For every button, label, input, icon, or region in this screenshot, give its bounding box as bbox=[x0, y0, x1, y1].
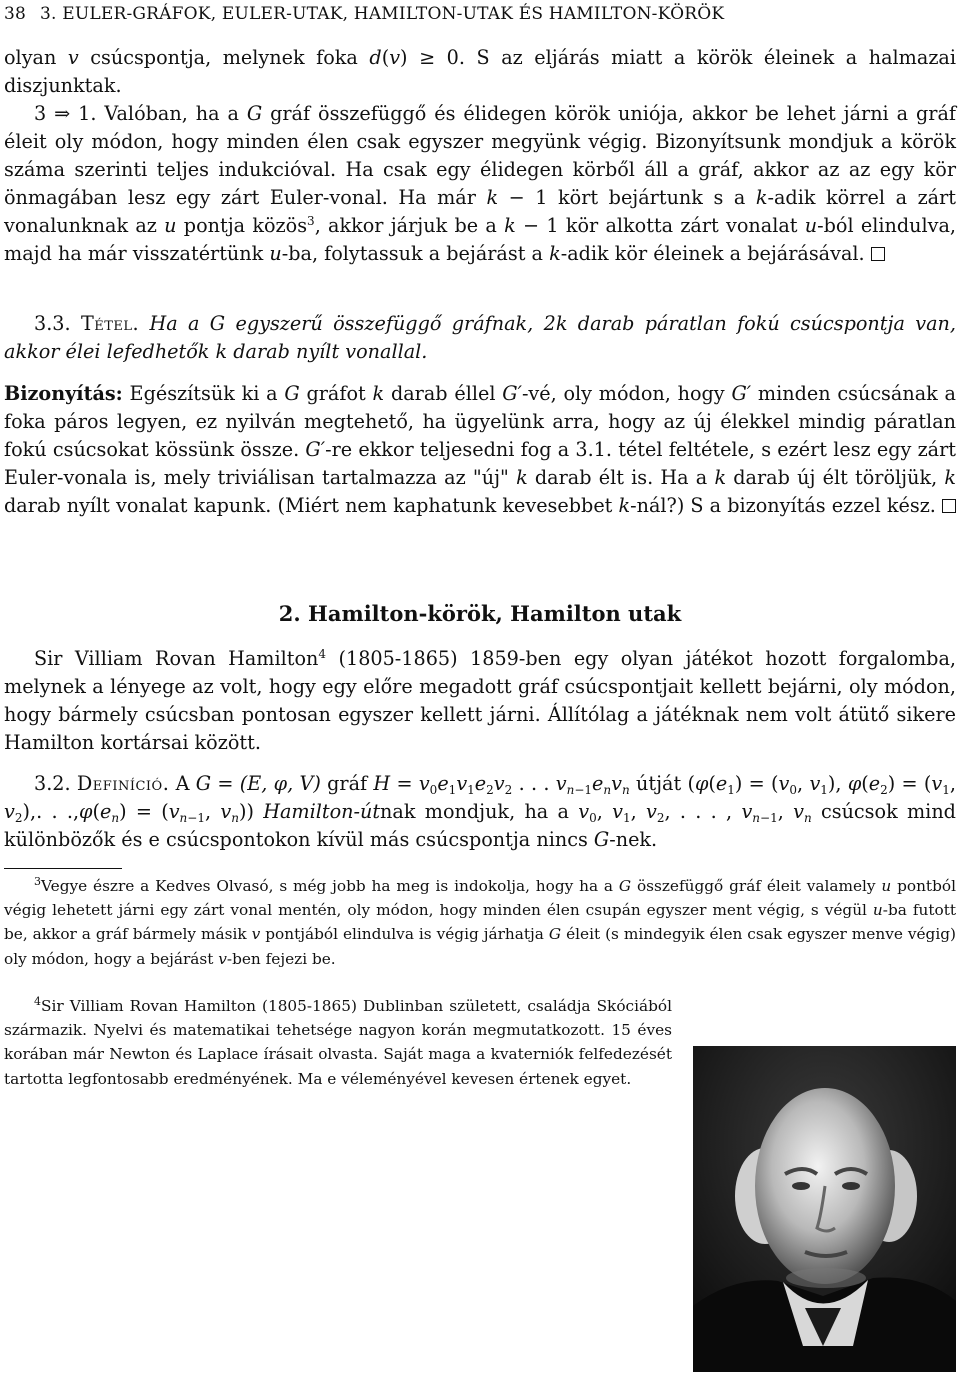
theorem-number: 3.3. bbox=[34, 312, 71, 335]
theorem-statement: Ha a G egyszerű összefüggő gráfnak, 2k darab páratlan fokú csúcspontja van, akkor élei lefedhetők k darab nyílt vonallal. bbox=[4, 312, 956, 363]
footnote-3: $^3$Vegye észre a Kedves Olvasó, s még jobb ha meg is indokolja, hogy ha a G összefüggő gráf éleit valamely u pontból végig lehetett járni egy zárt vonal mentén, oly módon, hogy minden élen csupán egyszer ment végig, s végül u-ba futott be, akkor a gráf bármely másik v pontjából elindulva is végig járhatja G éleit (s mindegyik élen csak egyszer menve végig) oly módon, hogy a bejárást v-ben fejezi be. bbox=[4, 875, 957, 968]
qed-box-icon bbox=[942, 499, 956, 513]
definition-3-2: 3.2. Definíció. A G = (E, φ, V) gráf $H = v_0e_1v_1e_2v_2$ . . . $v_{n-1}e_nv_n$ útját ($\varphi(e_1) = (v_0$, $v_1$), $\varphi(e_2) = (v_1$, $v_2$),. . $.,\varphi(e_n) = (v_{n-1}$, $v_n$)) Hamilton-útnak mondjuk, ha a $v_0$, $v_1$, $v_2$, . . . , $v_{n-1}$, $v_n$ csúcsok mind különbözők és e csúcspontokon kívül más csúcspontja nincs G-nek. bbox=[4, 772, 956, 851]
proof-continuation: olyan v csúcspontja, melynek foka d(v) ≥ 0. S az eljárás miatt a körök éleinek a halmazai diszjunktak. bbox=[4, 46, 957, 97]
portrait-photo-of-hamilton bbox=[693, 1046, 956, 1372]
section-heading: 2. Hamilton-körök, Hamilton utak bbox=[278, 601, 682, 626]
proof-of-theorem: Bizonyítás: Egészítsük ki a G gráfot k darab éllel G′-vé, oly módon, hogy G′ minden csúcsának a foka páros legyen, ez nyilván megtehető, ha ügyelünk arra, hogy az új élekkel mindig páratlan fokú csúcsokat kössünk össze. G′-re ekkor teljesedni fog a 3.1. tétel feltétele, s ezért lesz egy zárt Euler-vonala is, mely triviálisan tartalmazza az "új" k darab élt is. Ha a k darab új élt töröljük, k darab nyílt vonalat kapunk. (Miért nem kaphatunk kevesebbet k-nál?) S a bizonyítás ezzel kész. bbox=[4, 382, 957, 517]
theorem-label: Tétel. bbox=[80, 312, 140, 335]
hamilton-path-term: Hamilton-út bbox=[263, 800, 381, 823]
footnote-ref-3: 3 bbox=[307, 214, 315, 228]
theorem-3-3 bbox=[4, 310, 956, 366]
definition-number: 3.2. bbox=[34, 772, 71, 795]
proof-step-3-to-1: 3 ⇒ 1. Valóban, ha a G gráf összefüggő és élidegen körök uniója, akkor be lehet járni a gráf éleit oly módon, hogy minden élen csak egyszer megyünk végig. Bizonyítsunk mondjuk a körök száma szerinti teljes indukcióval. Ha csak egy élidegen körből áll a gráf, akkor az az egy kör önmagában lesz egy zárt Euler-vonal. Ha már k − 1 kört bejártunk s a k-adik körrel a zárt vonalunknak az u pontja közös$^3$, akkor járjuk be a k − 1 kör alkotta zárt vonalat u-ból elindulva, majd ha már visszatértünk u-ba, folytassuk a bejárást a k-adik kör éleinek a bejárásával. bbox=[4, 102, 957, 265]
footnote-ref-4: 4 bbox=[318, 647, 327, 661]
page-number: 38 bbox=[4, 4, 27, 24]
proof-label: Bizonyítás: bbox=[4, 382, 123, 405]
running-header bbox=[4, 4, 956, 28]
running-title: 3. EULER-GRÁFOK, EULER-UTAK, HAMILTON-UTAK ÉS HAMILTON-KÖRÖK bbox=[40, 4, 725, 24]
qed-box-icon bbox=[871, 247, 885, 261]
footnote-separator bbox=[4, 868, 122, 869]
footnote-4: $^4$Sir Villiam Rovan Hamilton (1805-1865) Dublinban született, családja Skóciából származik. Nyelvi és matematikai tehetsége nagyon korán megmutatkozott. 15 éves korában már Newton és Laplace írásait olvasta. Saját maga a kvaterniók felfedezését tartotta legfontosabb eredményének. Ma e véleményével kevesen értenek egyet. bbox=[4, 995, 672, 1088]
hamilton-intro: Sir Villiam Rovan Hamilton$^4$ (1805-1865) 1859-ben egy olyan játékot hozott forgalomba, melynek a lényege az volt, hogy egy előre megadott gráf csúcspontjait kellett bejárni, oly módon, hogy bármely csúcsban pontosan egyszer kellett járni. Állítólag a játéknak nem volt átütő sikere Hamilton kortársai között. bbox=[4, 647, 956, 754]
definition-label: Definíció. bbox=[76, 772, 170, 795]
portrait-image bbox=[693, 1046, 956, 1372]
